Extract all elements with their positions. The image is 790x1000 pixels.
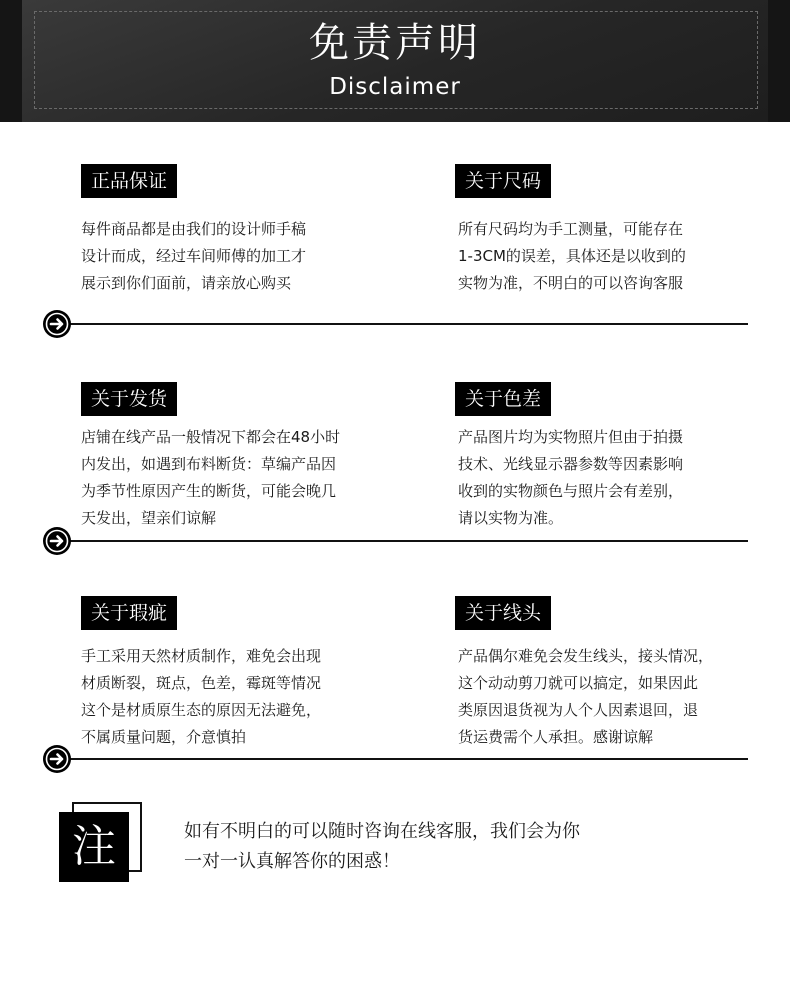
section-line: 手工采用天然材质制作，难免会出现	[81, 647, 322, 665]
section-line: 产品图片均为实物照片但由于拍摄	[458, 428, 684, 446]
note-line: 一对一认真解答你的困惑！	[184, 851, 400, 872]
header-banner	[0, 0, 790, 122]
section-body-flaws	[81, 643, 321, 751]
section-body-threads	[458, 643, 713, 751]
section-divider	[58, 323, 748, 325]
section-body-color	[458, 424, 683, 532]
section-line: 货运费需个人承担。感谢谅解	[458, 728, 654, 746]
section-line: 内发出，如遇到布料断货：草编产品因	[81, 455, 337, 473]
section-line: 为季节性原因产生的断货，可能会晚几	[81, 482, 337, 500]
section-label-size: 关于尺码	[455, 164, 551, 198]
section-line: 类原因退货视为人个人因素退回，退	[458, 701, 699, 719]
section-label-threads: 关于线头	[455, 596, 551, 630]
section-line: 材质断裂，斑点，色差，霉斑等情况	[81, 674, 322, 692]
section-line: 收到的实物颜色与照片会有差别，	[458, 482, 684, 500]
section-line: 每件商品都是由我们的设计师手稿	[81, 220, 307, 238]
section-body-genuine	[81, 216, 306, 297]
page-title: 免责声明	[309, 20, 481, 66]
arrow-right-circle-icon	[42, 309, 72, 339]
section-label-shipping: 关于发货	[81, 382, 177, 416]
section-line: 产品偶尔难免会发生线头，接头情况，	[458, 647, 714, 665]
note-badge: 注	[59, 812, 129, 882]
note-text	[184, 817, 580, 877]
page-subtitle: Disclaimer	[329, 74, 461, 100]
section-line: 这个是材质原生态的原因无法避免，	[81, 701, 322, 719]
section-line: 展示到你们面前，请亲放心购买	[81, 274, 292, 292]
arrow-right-circle-icon	[42, 744, 72, 774]
section-line: 不属质量问题，介意慎拍	[81, 728, 247, 746]
section-label-color: 关于色差	[455, 382, 551, 416]
section-line: 实物为准，不明白的可以咨询客服	[458, 274, 684, 292]
section-body-size	[458, 216, 686, 297]
section-label-flaws: 关于瑕疵	[81, 596, 177, 630]
section-body-shipping	[81, 424, 340, 532]
section-line: 设计而成，经过车间师傅的加工才	[81, 247, 307, 265]
section-line: 1-3CM的误差，具体还是以收到的	[458, 247, 686, 265]
section-line: 请以实物为准。	[458, 509, 564, 527]
section-line: 技术、光线显示器参数等因素影响	[458, 455, 684, 473]
note-line: 如有不明白的可以随时咨询在线客服，我们会为你	[184, 821, 580, 842]
arrow-right-circle-icon	[42, 526, 72, 556]
section-label-genuine: 正品保证	[81, 164, 177, 198]
section-line: 天发出，望亲们谅解	[81, 509, 217, 527]
section-divider	[58, 758, 748, 760]
section-line: 所有尺码均为手工测量，可能存在	[458, 220, 684, 238]
section-line: 店铺在线产品一般情况下都会在48小时	[81, 428, 341, 446]
section-line: 这个动动剪刀就可以搞定，如果因此	[458, 674, 699, 692]
section-divider	[58, 540, 748, 542]
